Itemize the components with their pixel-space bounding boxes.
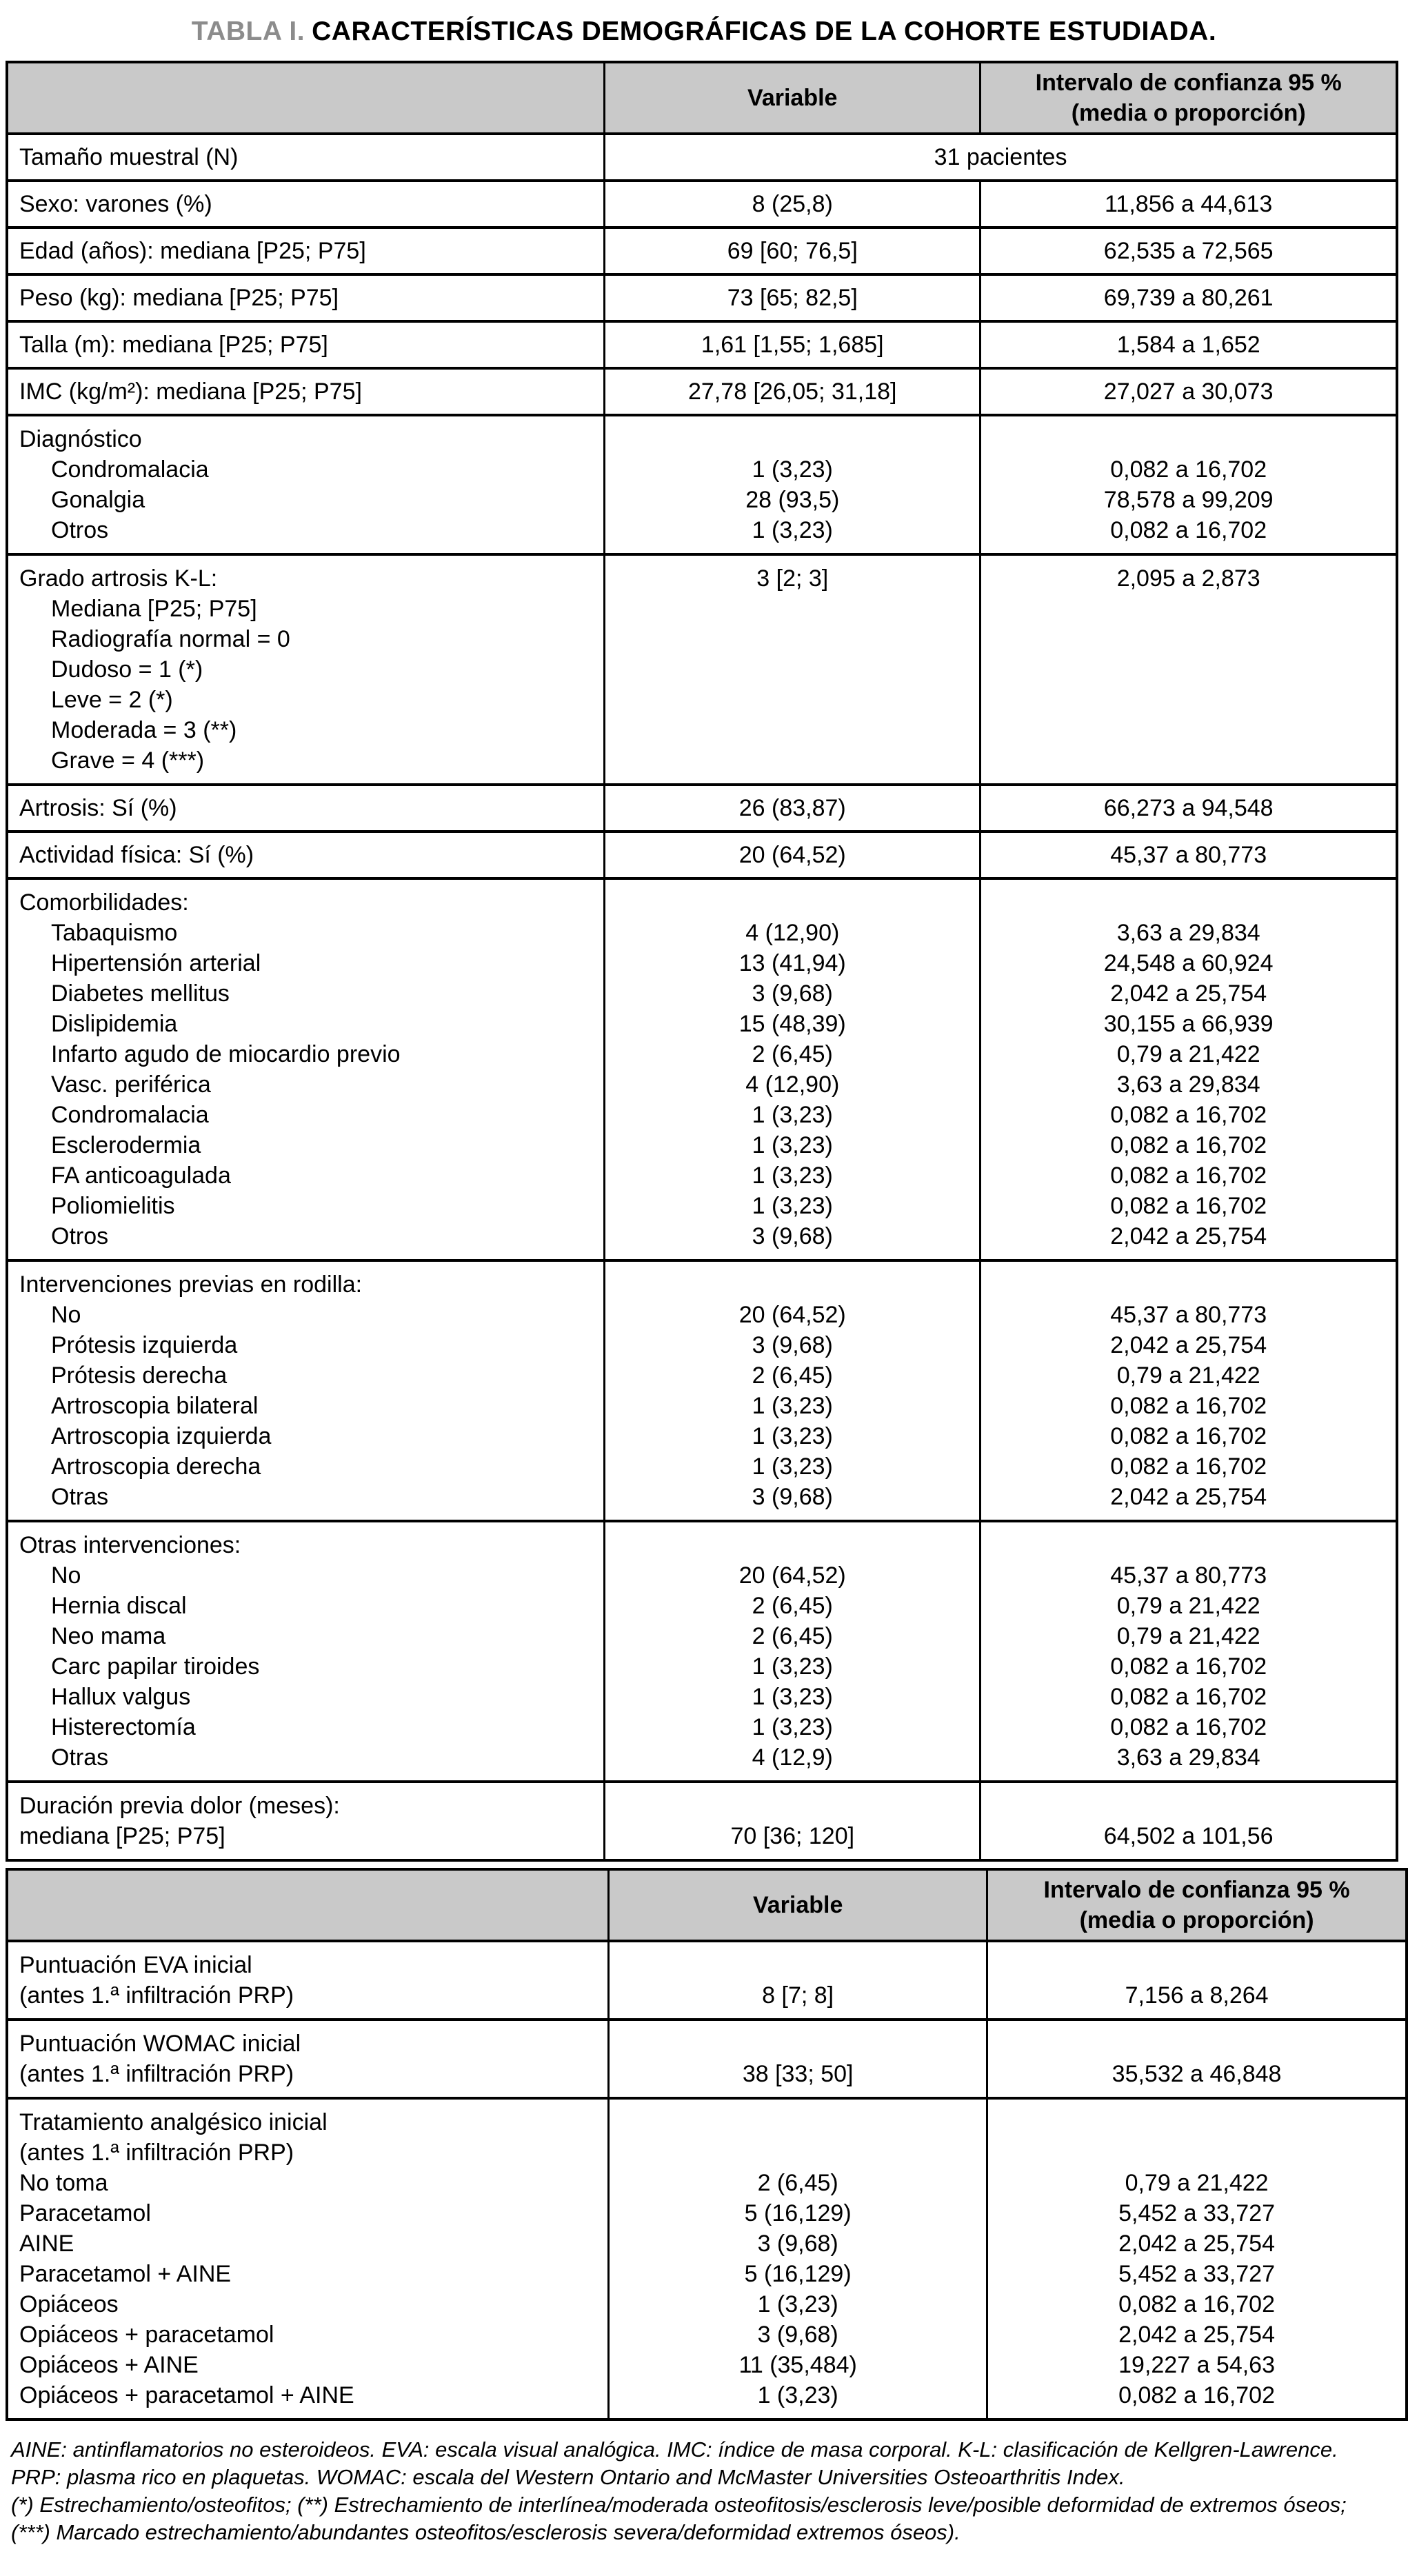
group-value-cell bbox=[607, 2021, 986, 2097]
group-line-ci: 2,042 a 25,754 bbox=[1110, 980, 1267, 1007]
row-label-cell: Edad (años): mediana [P25; P75] bbox=[19, 238, 366, 264]
row-value-cell: 8 (25,8) bbox=[603, 182, 979, 226]
table-row bbox=[8, 1780, 1396, 1859]
table-title-label: TABLA I. bbox=[191, 17, 305, 46]
header-variable-cell: Variable bbox=[603, 63, 979, 132]
group-ci-cell bbox=[986, 2021, 1405, 2097]
group-line-value: 1 (3,23) bbox=[752, 1653, 833, 1680]
table-row bbox=[8, 783, 1396, 830]
table-row bbox=[8, 179, 1396, 226]
group-line-value: 3 [2; 3] bbox=[756, 565, 829, 592]
group-line-value: 38 [33; 50] bbox=[742, 2061, 854, 2087]
group-line-label: Diabetes mellitus bbox=[51, 980, 230, 1007]
group-ci-cell bbox=[979, 1783, 1396, 1859]
group-line-label: Dudoso = 1 (*) bbox=[51, 656, 203, 683]
group-line-label: Paracetamol bbox=[19, 2200, 151, 2226]
group-line-ci: 0,082 a 16,702 bbox=[1110, 1163, 1267, 1189]
group-line-value bbox=[618, 1950, 978, 1980]
group-line-label: Hallux valgus bbox=[51, 1684, 191, 1710]
group-line-label: Hipertensión arterial bbox=[51, 950, 261, 976]
group-ci-cell bbox=[979, 1522, 1396, 1780]
group-line-label: Opiáceos + paracetamol + AINE bbox=[19, 2382, 354, 2408]
group-line-value: 8 [7; 8] bbox=[762, 1982, 834, 2009]
group-line-ci bbox=[996, 1950, 1397, 1980]
group-line-ci bbox=[989, 624, 1387, 654]
group-line-value: 1 (3,23) bbox=[752, 1714, 833, 1740]
row-ci-cell: 69,739 a 80,261 bbox=[979, 276, 1396, 320]
group-line-label: Comorbilidades: bbox=[19, 889, 189, 916]
group-line-label: Dislipidemia bbox=[51, 1011, 178, 1037]
group-line-label: Prótesis derecha bbox=[51, 1362, 228, 1389]
group-line-value: 1 (3,23) bbox=[752, 1684, 833, 1710]
group-line-label: Otros bbox=[51, 1223, 109, 1249]
group-line-value: 3 (9,68) bbox=[752, 980, 833, 1007]
group-line-label: Infarto agudo de miocardio previo bbox=[51, 1041, 401, 1067]
group-line-value bbox=[614, 1530, 971, 1560]
group-line-value: 3 (9,68) bbox=[757, 2322, 838, 2348]
row-label-cell: Tamaño muestral (N) bbox=[19, 144, 239, 170]
row-ci-cell: 66,273 a 94,548 bbox=[979, 786, 1396, 830]
group-line-label: Otras intervenciones: bbox=[19, 1532, 241, 1558]
group-line-value: 5 (16,129) bbox=[744, 2200, 852, 2226]
table-row bbox=[8, 2018, 1405, 2097]
group-line-label: Otras bbox=[51, 1484, 109, 1510]
group-line-label: (antes 1.ª infiltración PRP) bbox=[19, 2061, 294, 2087]
row-value-cell: 31 pacientes bbox=[603, 135, 1396, 179]
header-variable-cell: Variable bbox=[607, 1871, 986, 1940]
group-line-value: 2 (6,45) bbox=[752, 1041, 833, 1067]
group-line-ci bbox=[989, 1530, 1387, 1560]
group-line-label: Paracetamol + AINE bbox=[19, 2261, 232, 2287]
table-row bbox=[8, 553, 1396, 783]
footnote-grades: (*) Estrechamiento/osteofitos; (**) Estrechamiento de interlínea/moderada osteofitosis/esclerosis leve/posible deformidad de extremos óseos; (***) Marcado estrechamiento/abundantes osteofitos/esclerosis severa/deformidad extremos óseos). bbox=[11, 2493, 1347, 2544]
group-line-ci bbox=[989, 745, 1387, 776]
group-line-ci: 2,042 a 25,754 bbox=[1110, 1332, 1267, 1358]
group-line-ci: 7,156 a 8,264 bbox=[1125, 1982, 1269, 2009]
group-line-value: 28 (93,5) bbox=[745, 487, 840, 513]
group-ci-cell bbox=[979, 1262, 1396, 1520]
table-row bbox=[8, 1259, 1396, 1520]
group-line-ci: 0,082 a 16,702 bbox=[1110, 1193, 1267, 1219]
group-line-value: 4 (12,9) bbox=[752, 1744, 833, 1771]
group-line-ci bbox=[989, 887, 1387, 918]
group-line-ci: 0,082 a 16,702 bbox=[1110, 1453, 1267, 1480]
group-line-ci: 3,63 a 29,834 bbox=[1116, 1744, 1260, 1771]
group-line-ci bbox=[996, 2137, 1397, 2168]
footnotes bbox=[11, 2436, 1383, 2546]
table-row bbox=[8, 830, 1396, 877]
group-line-ci bbox=[996, 2029, 1397, 2059]
group-line-ci: 0,082 a 16,702 bbox=[1110, 1684, 1267, 1710]
group-line-label: Puntuación EVA inicial bbox=[19, 1952, 252, 1978]
group-line-label: Gonalgia bbox=[51, 487, 145, 513]
table-row bbox=[8, 2097, 1405, 2418]
group-line-ci: 0,082 a 16,702 bbox=[1110, 1102, 1267, 1128]
group-line-ci bbox=[989, 685, 1387, 715]
group-line-value: 4 (12,90) bbox=[745, 920, 840, 946]
header-ci-line2: (media o proporción) bbox=[1071, 100, 1306, 126]
row-value-cell: 20 (64,52) bbox=[603, 833, 979, 877]
group-line-value: 1 (3,23) bbox=[757, 2291, 838, 2317]
group-line-value: 3 (9,68) bbox=[757, 2231, 838, 2257]
group-line-label: Diagnóstico bbox=[19, 426, 142, 452]
group-label-cell bbox=[8, 1522, 603, 1780]
group-ci-cell bbox=[986, 2100, 1405, 2418]
header-empty-cell bbox=[8, 63, 603, 132]
group-line-ci: 19,227 a 54,63 bbox=[1118, 2352, 1276, 2378]
group-line-ci: 45,37 a 80,773 bbox=[1110, 1302, 1267, 1328]
group-line-value: 1 (3,23) bbox=[752, 1132, 833, 1158]
group-label-cell bbox=[8, 1942, 607, 2018]
group-line-value: 1 (3,23) bbox=[752, 1193, 833, 1219]
group-line-ci: 45,37 a 80,773 bbox=[1110, 1562, 1267, 1589]
group-label-cell bbox=[8, 556, 603, 783]
group-line-value: 1 (3,23) bbox=[752, 1163, 833, 1189]
group-line-ci: 3,63 a 29,834 bbox=[1116, 920, 1260, 946]
group-line-label: Artroscopia bilateral bbox=[51, 1393, 259, 1419]
group-line-label: Tabaquismo bbox=[51, 920, 178, 946]
group-line-label: Poliomielitis bbox=[51, 1193, 175, 1219]
table-header-row bbox=[8, 63, 1396, 132]
group-line-ci bbox=[989, 715, 1387, 745]
group-line-ci bbox=[989, 654, 1387, 685]
group-line-value: 3 (9,68) bbox=[752, 1484, 833, 1510]
group-line-value: 1 (3,23) bbox=[752, 1102, 833, 1128]
group-line-label: Artroscopia derecha bbox=[51, 1453, 261, 1480]
header-ci-line1: Intervalo de confianza 95 % bbox=[1043, 1877, 1350, 1903]
group-line-label: Grado artrosis K-L: bbox=[19, 565, 218, 592]
group-line-label: Opiáceos bbox=[19, 2291, 119, 2317]
group-line-ci: 2,042 a 25,754 bbox=[1110, 1223, 1267, 1249]
group-line-label: (antes 1.ª infiltración PRP) bbox=[19, 2140, 294, 2166]
row-label-cell: IMC (kg/m²): mediana [P25; P75] bbox=[19, 379, 362, 405]
group-line-ci: 0,082 a 16,702 bbox=[1118, 2291, 1276, 2317]
table-row bbox=[8, 414, 1396, 553]
group-line-value: 20 (64,52) bbox=[738, 1562, 846, 1589]
group-line-value bbox=[614, 624, 971, 654]
group-line-value: 13 (41,94) bbox=[738, 950, 846, 976]
group-line-label: AINE bbox=[19, 2231, 74, 2257]
group-line-label: Intervenciones previas en rodilla: bbox=[19, 1271, 363, 1298]
group-line-value bbox=[614, 424, 971, 454]
table-row bbox=[8, 877, 1396, 1259]
group-line-value: 1 (3,23) bbox=[752, 456, 833, 483]
table-row bbox=[8, 367, 1396, 414]
table-row bbox=[8, 132, 1396, 179]
group-line-label: Histerectomía bbox=[51, 1714, 196, 1740]
table-header-row bbox=[8, 1871, 1405, 1940]
group-line-ci: 3,63 a 29,834 bbox=[1116, 1071, 1260, 1098]
group-line-ci: 30,155 a 66,939 bbox=[1103, 1011, 1274, 1037]
group-line-label: Grave = 4 (***) bbox=[51, 747, 205, 774]
group-line-label: No bbox=[51, 1302, 81, 1328]
group-value-cell bbox=[607, 1942, 986, 2018]
table-title bbox=[0, 17, 1408, 47]
group-line-value bbox=[614, 745, 971, 776]
group-line-ci bbox=[989, 594, 1387, 624]
group-line-ci: 2,095 a 2,873 bbox=[1116, 565, 1260, 592]
group-line-ci: 0,79 a 21,422 bbox=[1116, 1041, 1260, 1067]
group-line-value: 1 (3,23) bbox=[757, 2382, 838, 2408]
row-ci-cell: 1,584 a 1,652 bbox=[979, 323, 1396, 367]
group-line-label: FA anticoagulada bbox=[51, 1163, 231, 1189]
group-line-value bbox=[618, 2137, 978, 2168]
row-label-cell: Artrosis: Sí (%) bbox=[19, 795, 177, 821]
header-empty-cell bbox=[8, 1871, 607, 1940]
header-ci-line2: (media o proporción) bbox=[1079, 1907, 1314, 1933]
group-line-label: Neo mama bbox=[51, 1623, 166, 1649]
group-value-cell bbox=[603, 880, 979, 1259]
group-line-value: 5 (16,129) bbox=[744, 2261, 852, 2287]
row-ci-cell: 45,37 a 80,773 bbox=[979, 833, 1396, 877]
group-line-value: 1 (3,23) bbox=[752, 1393, 833, 1419]
group-line-value bbox=[614, 685, 971, 715]
group-line-ci: 2,042 a 25,754 bbox=[1118, 2231, 1276, 2257]
group-label-cell bbox=[8, 1262, 603, 1520]
table-row bbox=[8, 226, 1396, 273]
group-line-label: Leve = 2 (*) bbox=[51, 687, 173, 713]
demographics-table bbox=[6, 61, 1398, 1862]
group-line-label: Opiáceos + paracetamol bbox=[19, 2322, 274, 2348]
group-line-label: Opiáceos + AINE bbox=[19, 2352, 199, 2378]
table1-body bbox=[8, 132, 1396, 1859]
group-ci-cell bbox=[979, 416, 1396, 553]
table2-body bbox=[8, 1940, 1405, 2418]
group-line-value bbox=[618, 2029, 978, 2059]
group-line-value bbox=[618, 2107, 978, 2137]
row-label-cell: Actividad física: Sí (%) bbox=[19, 842, 254, 868]
row-label-cell: Peso (kg): mediana [P25; P75] bbox=[19, 285, 339, 311]
group-line-ci: 2,042 a 25,754 bbox=[1118, 2322, 1276, 2348]
group-line-label: mediana [P25; P75] bbox=[19, 1823, 225, 1849]
group-line-ci: 0,082 a 16,702 bbox=[1110, 1714, 1267, 1740]
group-line-label: Carc papilar tiroides bbox=[51, 1653, 260, 1680]
group-line-ci: 0,79 a 21,422 bbox=[1116, 1362, 1260, 1389]
group-ci-cell bbox=[986, 1942, 1405, 2018]
group-ci-cell bbox=[979, 556, 1396, 783]
group-line-value bbox=[614, 887, 971, 918]
table-row bbox=[8, 273, 1396, 320]
table-row bbox=[8, 320, 1396, 367]
group-line-label: Tratamiento analgésico inicial bbox=[19, 2109, 328, 2135]
footnote-abbreviations: AINE: antinflamatorios no esteroideos. EVA: escala visual analógica. IMC: índice de masa corporal. K-L: clasificación de Kellgren-Lawrence. PRP: plasma rico en plaquetas. WOMAC: escala del Western Ontario and McMaster Universities Osteoarthritis Index. bbox=[11, 2437, 1338, 2489]
group-line-ci: 5,452 a 33,727 bbox=[1118, 2261, 1276, 2287]
group-line-ci: 2,042 a 25,754 bbox=[1110, 1484, 1267, 1510]
row-ci-cell: 62,535 a 72,565 bbox=[979, 229, 1396, 273]
group-line-label: (antes 1.ª infiltración PRP) bbox=[19, 1982, 294, 2009]
group-line-label: Condromalacia bbox=[51, 1102, 209, 1128]
group-line-label: Hernia discal bbox=[51, 1593, 187, 1619]
page bbox=[0, 17, 1408, 2546]
group-line-value: 2 (6,45) bbox=[752, 1623, 833, 1649]
row-value-cell: 73 [65; 82,5] bbox=[603, 276, 979, 320]
group-label-cell bbox=[8, 2100, 607, 2418]
group-line-value bbox=[614, 1269, 971, 1300]
group-line-ci: 0,082 a 16,702 bbox=[1110, 517, 1267, 543]
group-line-ci: 5,452 a 33,727 bbox=[1118, 2200, 1276, 2226]
group-line-label: Radiografía normal = 0 bbox=[51, 626, 290, 652]
group-line-value: 3 (9,68) bbox=[752, 1223, 833, 1249]
group-line-label: No toma bbox=[19, 2170, 108, 2196]
group-line-value bbox=[614, 654, 971, 685]
row-value-cell: 26 (83,87) bbox=[603, 786, 979, 830]
group-value-cell bbox=[607, 2100, 986, 2418]
table-title-text: CARACTERÍSTICAS DEMOGRÁFICAS DE LA COHORTE ESTUDIADA. bbox=[312, 17, 1217, 46]
group-line-label: Puntuación WOMAC inicial bbox=[19, 2031, 301, 2057]
group-line-label: Mediana [P25; P75] bbox=[51, 596, 257, 622]
group-value-cell bbox=[603, 556, 979, 783]
group-line-ci: 64,502 a 101,56 bbox=[1103, 1823, 1274, 1849]
group-label-cell bbox=[8, 416, 603, 553]
group-line-ci: 24,548 a 60,924 bbox=[1103, 950, 1274, 976]
group-line-label: Otros bbox=[51, 517, 109, 543]
row-value-cell: 69 [60; 76,5] bbox=[603, 229, 979, 273]
row-ci-cell: 11,856 a 44,613 bbox=[979, 182, 1396, 226]
group-line-ci: 0,082 a 16,702 bbox=[1110, 456, 1267, 483]
table-row bbox=[8, 1520, 1396, 1780]
group-line-value bbox=[614, 594, 971, 624]
group-line-ci: 0,082 a 16,702 bbox=[1110, 1393, 1267, 1419]
group-line-value: 70 [36; 120] bbox=[730, 1823, 855, 1849]
group-line-value bbox=[614, 715, 971, 745]
group-line-label: Vasc. periférica bbox=[51, 1071, 211, 1098]
group-ci-cell bbox=[979, 880, 1396, 1259]
group-line-ci: 0,082 a 16,702 bbox=[1110, 1132, 1267, 1158]
group-line-label: Prótesis izquierda bbox=[51, 1332, 238, 1358]
group-line-ci: 0,082 a 16,702 bbox=[1110, 1653, 1267, 1680]
row-value-cell: 27,78 [26,05; 31,18] bbox=[603, 370, 979, 414]
group-line-label: Condromalacia bbox=[51, 456, 209, 483]
group-value-cell bbox=[603, 416, 979, 553]
row-label-cell: Talla (m): mediana [P25; P75] bbox=[19, 332, 328, 358]
row-value-cell: 1,61 [1,55; 1,685] bbox=[603, 323, 979, 367]
group-line-value: 4 (12,90) bbox=[745, 1071, 840, 1098]
group-line-value: 11 (35,484) bbox=[738, 2352, 857, 2378]
group-line-label: No bbox=[51, 1562, 81, 1589]
group-line-label: Artroscopia izquierda bbox=[51, 1423, 272, 1449]
group-line-ci: 0,79 a 21,422 bbox=[1116, 1593, 1260, 1619]
group-line-label: Moderada = 3 (**) bbox=[51, 717, 237, 743]
group-line-ci: 0,79 a 21,422 bbox=[1116, 1623, 1260, 1649]
group-line-value bbox=[614, 1791, 971, 1821]
group-label-cell bbox=[8, 2021, 607, 2097]
row-ci-cell: 27,027 a 30,073 bbox=[979, 370, 1396, 414]
group-value-cell bbox=[603, 1522, 979, 1780]
header-ci-line1: Intervalo de confianza 95 % bbox=[1035, 70, 1342, 96]
group-line-value: 15 (48,39) bbox=[738, 1011, 846, 1037]
group-line-ci: 0,082 a 16,702 bbox=[1110, 1423, 1267, 1449]
group-line-ci bbox=[996, 2107, 1397, 2137]
group-value-cell bbox=[603, 1262, 979, 1520]
group-label-cell bbox=[8, 1783, 603, 1859]
group-line-ci bbox=[989, 424, 1387, 454]
group-line-ci: 0,082 a 16,702 bbox=[1118, 2382, 1276, 2408]
group-line-value: 2 (6,45) bbox=[752, 1362, 833, 1389]
group-line-ci bbox=[989, 1791, 1387, 1821]
group-value-cell bbox=[603, 1783, 979, 1859]
group-line-value: 2 (6,45) bbox=[757, 2170, 838, 2196]
header-ci-cell bbox=[979, 63, 1396, 132]
group-line-value: 20 (64,52) bbox=[738, 1302, 846, 1328]
group-line-value: 1 (3,23) bbox=[752, 1453, 833, 1480]
group-line-ci: 78,578 a 99,209 bbox=[1103, 487, 1274, 513]
header-ci-cell bbox=[986, 1871, 1405, 1940]
group-line-label: Esclerodermia bbox=[51, 1132, 201, 1158]
group-line-ci: 0,79 a 21,422 bbox=[1125, 2170, 1269, 2196]
baseline-scores-table bbox=[6, 1868, 1408, 2421]
group-line-label: Duración previa dolor (meses): bbox=[19, 1793, 340, 1819]
group-line-label: Otras bbox=[51, 1744, 109, 1771]
row-label-cell: Sexo: varones (%) bbox=[19, 191, 212, 217]
group-line-value: 1 (3,23) bbox=[752, 517, 833, 543]
group-line-value: 2 (6,45) bbox=[752, 1593, 833, 1619]
group-line-ci bbox=[989, 1269, 1387, 1300]
group-line-value: 1 (3,23) bbox=[752, 1423, 833, 1449]
group-label-cell bbox=[8, 880, 603, 1259]
group-line-value: 3 (9,68) bbox=[752, 1332, 833, 1358]
table-row bbox=[8, 1940, 1405, 2018]
group-line-ci: 35,532 a 46,848 bbox=[1112, 2061, 1282, 2087]
